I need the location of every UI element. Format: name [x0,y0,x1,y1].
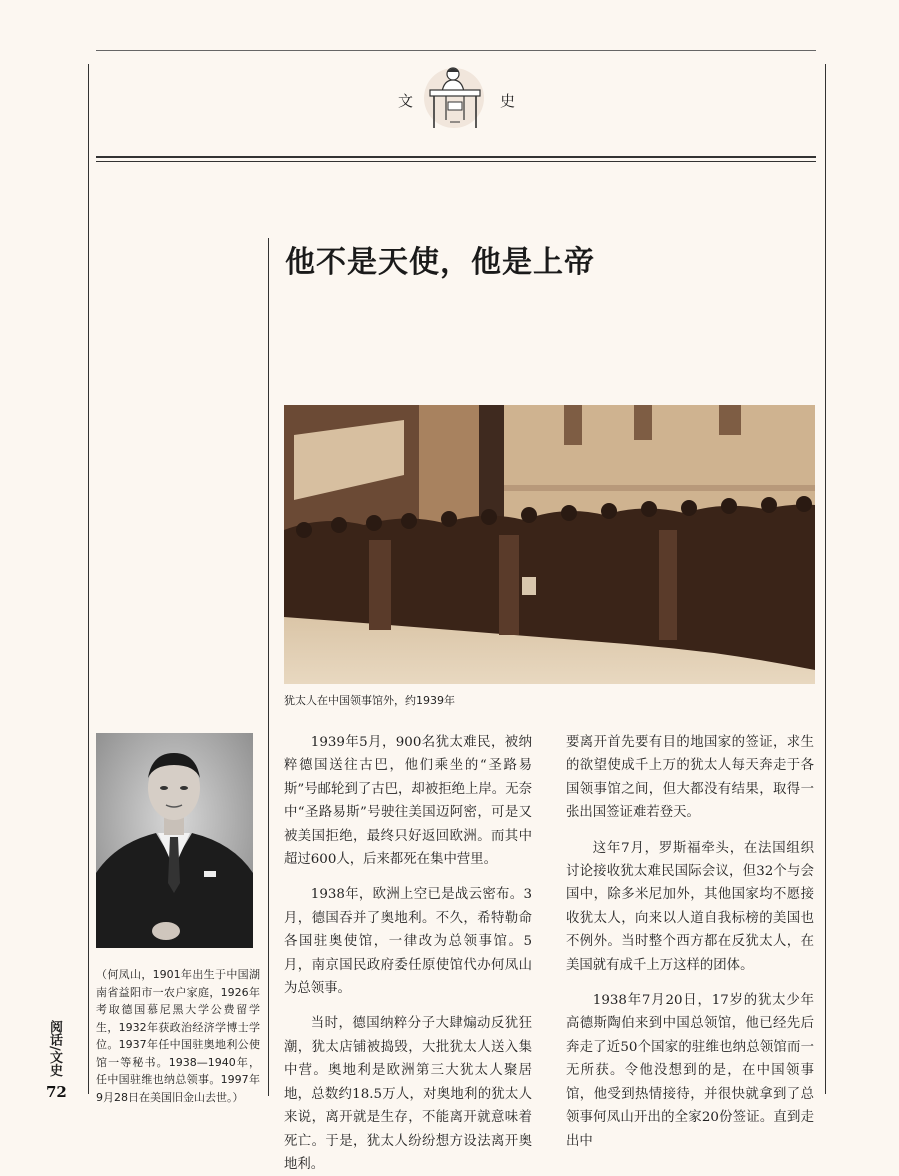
header-double-rule-thin [96,161,816,162]
scholar-at-desk-icon [420,62,490,138]
body-paragraph-continued: 要离开首先要有目的地国家的签证，求生的欲望使成千上万的犹太人每天奔走于各国领事馆之间，但大都没有结果，取得一张出国签证难若登天。 [566,735,814,821]
body-paragraph: 当时，德国纳粹分子大肆煽动反犹狂潮，犹太店铺被捣毁，大批犹太人送入集中营。奥地利是欧洲第三大犹太人聚居地，总数约18.5万人，对奥地利的犹太人来说，离开就是生存，不能离开就意味着死亡。于是，犹太人纷纷想方设法离开奥地利。 [284,1016,532,1172]
body-paragraph: 1938年，欧洲上空已是战云密布。3月，德国吞并了奥地利。不久，希特勒命各国驻奥使馆，一律改为总领事馆。5月，南京国民政府委任原使馆代办何凤山为总领事。 [284,887,532,997]
body-paragraph: 这年7月，罗斯福牵头，在法国组织讨论接收犹太难民国际会议，但32个与会国中，除多米尼加外，其他国家均不愿接收犹太人，向来以人道自我标榜的美国也不例外。当时整个西方都在反犹太人，在美国就有成千上万这样的团体。 [566,840,814,973]
magazine-section-label: 阅话/文史 [47,1020,62,1077]
portrait-photo-he-fengshan [96,733,253,948]
portrait-caption: （何凤山，1901年出生于中国湖南省益阳市一农户家庭，1926年考取德国慕尼黑大学公费留学生，1932年获政治经济学博士学位。1937年任中国驻奥地利公使馆一等秘书。1938—1940年，任中国驻维也纳总领事。1997年9月28日在美国旧金山去世。） [96,968,260,1104]
body-column-1 [284,731,532,1172]
page-number: 72 [46,1083,67,1101]
body-paragraph: 1938年7月20日，17岁的犹太少年高德斯陶伯来到中国总领馆，他已经先后奔走了近50个国家的驻维也纳总领馆而一无所获。令他没想到的是，在中国领事馆，他受到热情接待，并很快就拿到了总领事何凤山开出的全家20份签证。直到走出中 [566,993,814,1149]
left-border-line [88,64,89,1094]
photo-caption: 犹太人在中国领事馆外，约1939年 [284,694,455,707]
article-title: 他不是天使，他是上帝 [285,245,595,280]
section-label-shi: 史 [500,92,516,110]
body-paragraph: 1939年5月，900名犹太难民，被纳粹德国送往古巴，他们乘坐的“圣路易斯”号邮轮到了古巴，却被拒绝上岸。无奈中“圣路易斯”号驶往美国迈阿密，可是又被美国拒绝，最终只好返回欧洲。而其中超过600人，后来都死在集中营里。 [284,735,532,868]
section-label-wen: 文 [398,92,414,110]
header-double-rule [96,156,816,158]
main-photo-queue-outside-consulate [284,405,815,684]
body-column-2 [566,731,814,1149]
right-border-line [825,64,826,1094]
column-divider-line [268,238,269,1096]
top-rule [96,50,816,51]
